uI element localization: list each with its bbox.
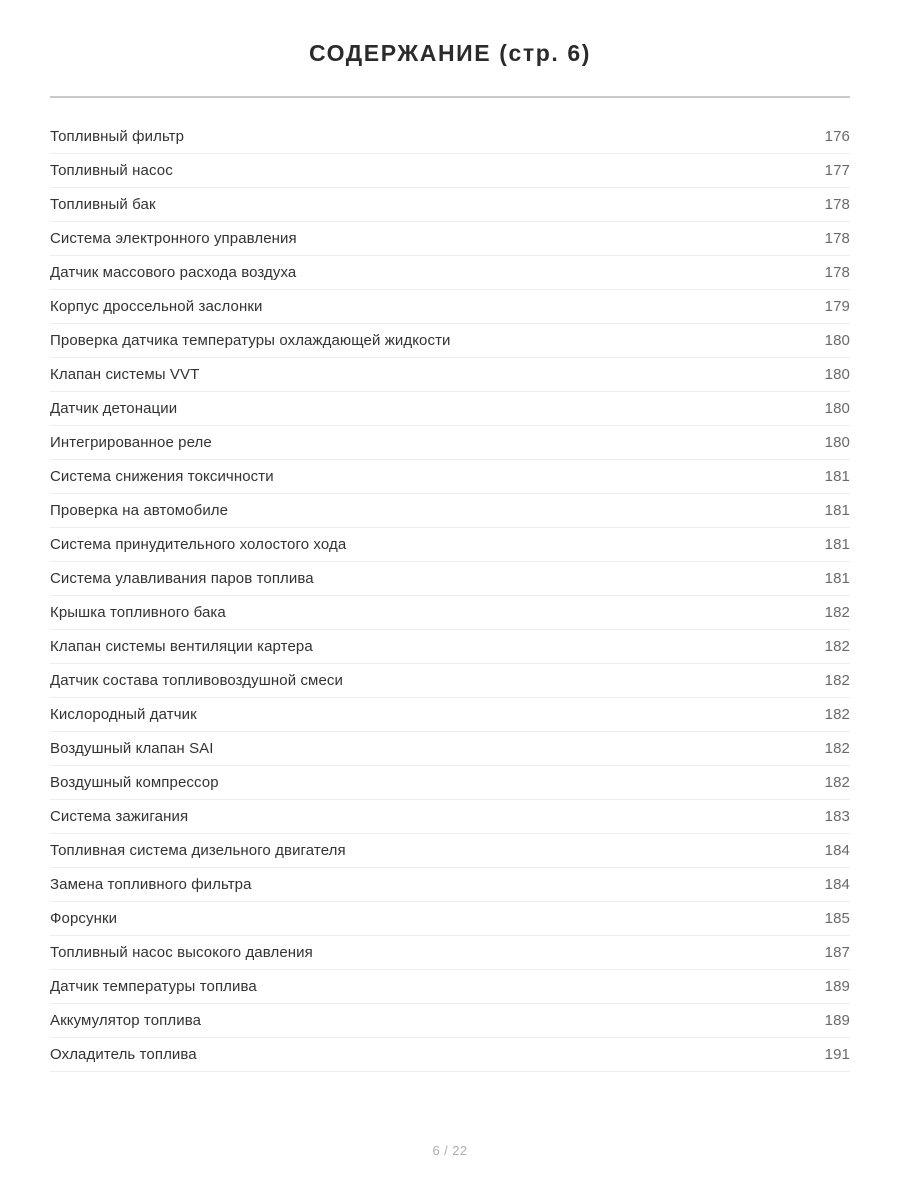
toc-entry-title: Система зажигания <box>50 807 189 825</box>
toc-entry-page-number: 182 <box>824 773 850 791</box>
toc-entry-page-number: 182 <box>824 705 850 723</box>
toc-entry-title: Датчик детонации <box>50 399 178 417</box>
toc-entry-row[interactable] <box>50 120 850 154</box>
toc-entry-row[interactable] <box>50 222 850 256</box>
toc-entry-row[interactable] <box>50 902 850 936</box>
toc-entry-title: Система снижения токсичности <box>50 467 274 485</box>
toc-entry-title: Проверка датчика температуры охлаждающей жидкости <box>50 331 451 349</box>
toc-entry-row[interactable] <box>50 562 850 596</box>
toc-entry-row[interactable] <box>50 834 850 868</box>
toc-entry-row[interactable] <box>50 936 850 970</box>
toc-entry-title: Датчик массового расхода воздуха <box>50 263 297 281</box>
toc-entry-page-number: 180 <box>824 433 850 451</box>
toc-entry-row[interactable] <box>50 154 850 188</box>
toc-entry-page-number: 181 <box>824 501 850 519</box>
page-title: СОДЕРЖАНИЕ (стр. 6) <box>308 40 592 66</box>
toc-entry-title: Топливный насос высокого давления <box>50 943 313 961</box>
toc-entry-row[interactable] <box>50 698 850 732</box>
toc-entry-page-number: 179 <box>824 297 850 315</box>
toc-entry-page-number: 181 <box>824 569 850 587</box>
toc-entry-page-number: 180 <box>824 331 850 349</box>
toc-entry-title: Воздушный компрессор <box>50 773 219 791</box>
toc-entry-title: Топливный бак <box>50 195 156 213</box>
toc-entry-row[interactable] <box>50 800 850 834</box>
toc-entry-row[interactable] <box>50 358 850 392</box>
toc-entry-title: Замена топливного фильтра <box>50 875 252 893</box>
toc-entry-page-number: 180 <box>824 399 850 417</box>
toc-entry-page-number: 184 <box>824 875 850 893</box>
toc-entry-page-number: 187 <box>824 943 850 961</box>
title-divider <box>50 96 850 98</box>
toc-entry-page-number: 182 <box>824 739 850 757</box>
toc-entry-page-number: 184 <box>824 841 850 859</box>
toc-entry-row[interactable] <box>50 970 850 1004</box>
toc-entry-row[interactable] <box>50 392 850 426</box>
page-footer: 6 / 22 <box>432 1143 468 1158</box>
toc-entry-row[interactable] <box>50 324 850 358</box>
toc-entry-row[interactable] <box>50 868 850 902</box>
toc-entry-page-number: 178 <box>824 229 850 247</box>
toc-entry-page-number: 183 <box>824 807 850 825</box>
toc-entry-row[interactable] <box>50 732 850 766</box>
toc-entry-title: Топливный насос <box>50 161 173 179</box>
toc-entry-row[interactable] <box>50 1004 850 1038</box>
toc-entry-row[interactable] <box>50 460 850 494</box>
toc-entry-title: Система принудительного холостого хода <box>50 535 347 553</box>
toc-entry-page-number: 182 <box>824 637 850 655</box>
toc-entry-row[interactable] <box>50 290 850 324</box>
toc-entry-row[interactable] <box>50 256 850 290</box>
toc-entry-title: Интегрированное реле <box>50 433 212 451</box>
toc-entry-page-number: 189 <box>824 977 850 995</box>
toc-entry-row[interactable] <box>50 664 850 698</box>
toc-entry-row[interactable] <box>50 596 850 630</box>
toc-entry-page-number: 191 <box>824 1045 850 1063</box>
toc-entry-row[interactable] <box>50 494 850 528</box>
toc-entry-row[interactable] <box>50 1038 850 1072</box>
toc-entry-title: Топливный фильтр <box>50 127 185 145</box>
toc-entry-title: Воздушный клапан SAI <box>50 739 214 757</box>
toc-entry-title: Аккумулятор топлива <box>50 1011 202 1029</box>
toc-entry-page-number: 185 <box>824 909 850 927</box>
toc-entry-title: Кислородный датчик <box>50 705 197 723</box>
toc-entry-title: Клапан системы вентиляции картера <box>50 637 313 655</box>
toc-entry-page-number: 176 <box>824 127 850 145</box>
toc-entry-page-number: 181 <box>824 535 850 553</box>
toc-entry-row[interactable] <box>50 426 850 460</box>
toc-entry-title: Датчик температуры топлива <box>50 977 257 995</box>
toc-entry-title: Крышка топливного бака <box>50 603 226 621</box>
toc-entry-page-number: 182 <box>824 671 850 689</box>
toc-entry-title: Форсунки <box>50 909 118 927</box>
toc-entry-list <box>50 120 850 1072</box>
toc-entry-row[interactable] <box>50 528 850 562</box>
toc-entry-page-number: 178 <box>824 195 850 213</box>
toc-entry-title: Датчик состава топливовоздушной смеси <box>50 671 343 689</box>
toc-entry-page-number: 178 <box>824 263 850 281</box>
toc-entry-title: Корпус дроссельной заслонки <box>50 297 263 315</box>
toc-entry-title: Топливная система дизельного двигателя <box>50 841 346 859</box>
toc-entry-title: Охладитель топлива <box>50 1045 197 1063</box>
toc-entry-title: Система электронного управления <box>50 229 297 247</box>
toc-entry-page-number: 189 <box>824 1011 850 1029</box>
toc-entry-row[interactable] <box>50 630 850 664</box>
toc-entry-title: Клапан системы VVT <box>50 365 200 383</box>
toc-entry-title: Система улавливания паров топлива <box>50 569 314 587</box>
toc-entry-page-number: 182 <box>824 603 850 621</box>
toc-entry-page-number: 177 <box>824 161 850 179</box>
toc-entry-page-number: 181 <box>824 467 850 485</box>
toc-entry-title: Проверка на автомобиле <box>50 501 229 519</box>
toc-entry-page-number: 180 <box>824 365 850 383</box>
toc-entry-row[interactable] <box>50 188 850 222</box>
toc-entry-row[interactable] <box>50 766 850 800</box>
